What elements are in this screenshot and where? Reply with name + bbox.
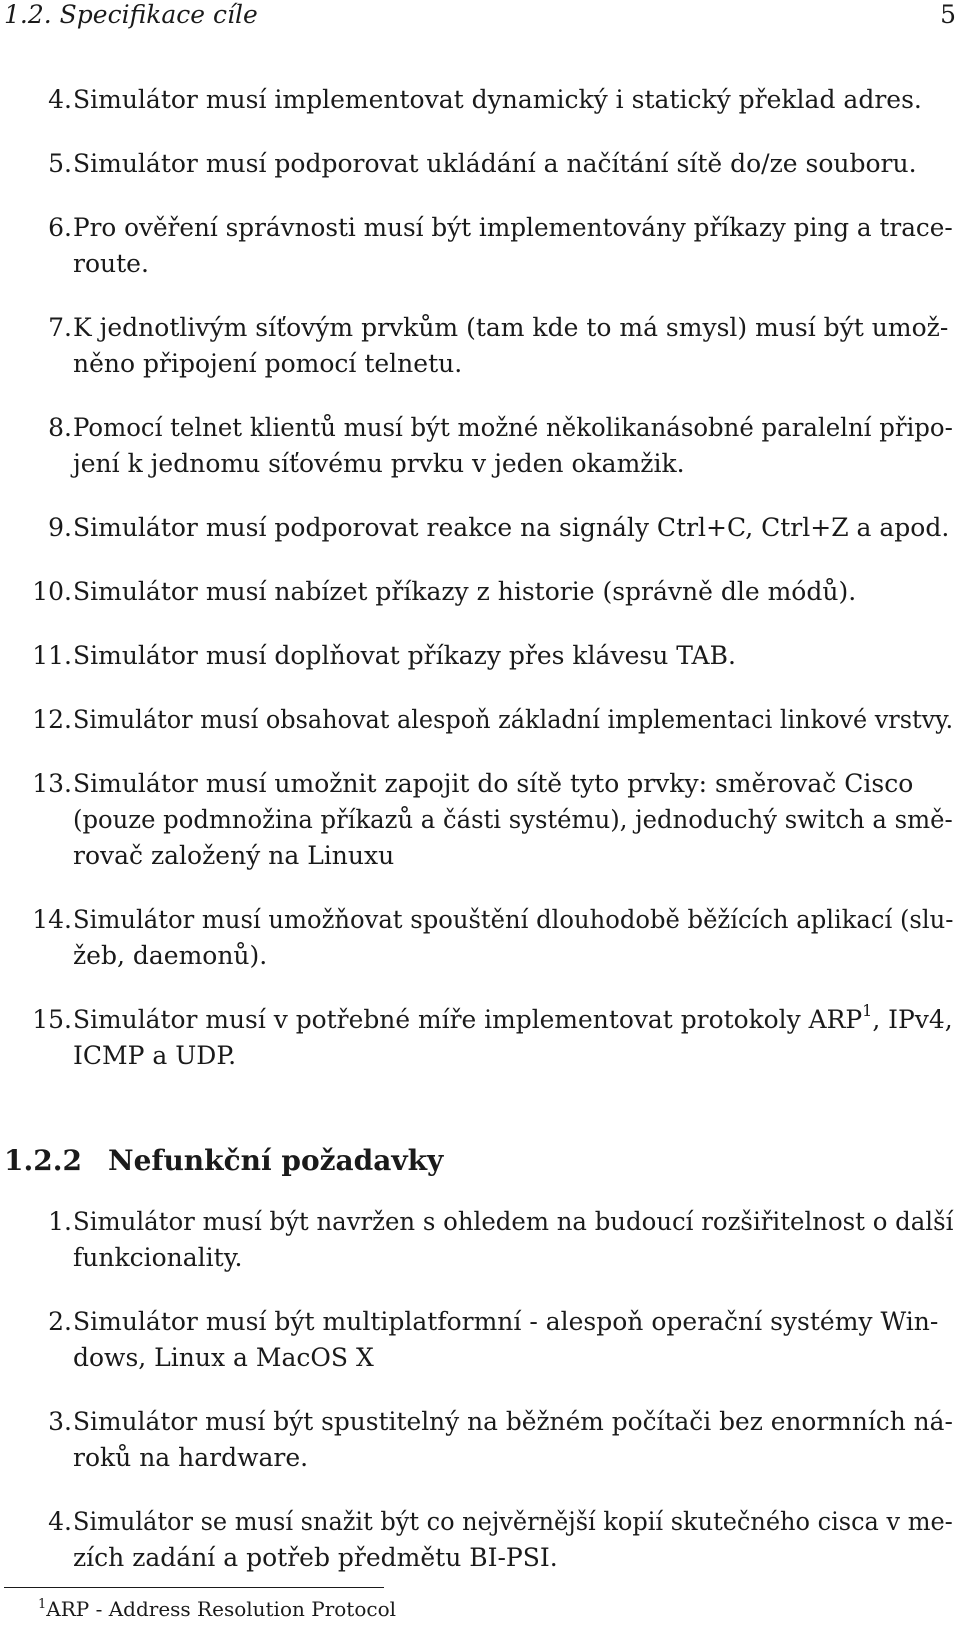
list-item-number: 4. bbox=[48, 85, 72, 114]
list-item-number: 1. bbox=[48, 1207, 72, 1236]
list-item-number: 6. bbox=[48, 213, 72, 242]
list-item-text: Pomocí telnet klientů musí být možné několikanásobné paralelní připo- jení k jednomu síťovému prvku v jeden okamžik. bbox=[73, 413, 953, 478]
list-item-number: 14. bbox=[32, 905, 72, 934]
footnote-mark: 1 bbox=[862, 1001, 873, 1020]
list-item-text: Simulátor musí umožnit zapojit do sítě tyto prvky: směrovač Cisco (pouze podmnožina příkazů a části systému), jednoduchý switch a smě- rovač založený na Linuxu bbox=[73, 769, 953, 870]
list-item-text: Simulátor musí být navržen s ohledem na budoucí rozšiřitelnost o další funkcionality. bbox=[73, 1207, 954, 1272]
list-item-number: 2. bbox=[48, 1307, 72, 1336]
footnote-text: ARP - Address Resolution Protocol bbox=[46, 1597, 397, 1621]
footnote-rule bbox=[4, 1587, 384, 1588]
list-item-text: Simulátor musí být multiplatformní - alespoň operační systémy Win- dows, Linux a MacOS X bbox=[73, 1307, 939, 1372]
list-item-number: 5. bbox=[48, 149, 72, 178]
list-item-text: Simulátor musí být spustitelný na běžném počítači bez enormních ná- roků na hardware. bbox=[73, 1407, 953, 1472]
list-item-text: Pro ověření správnosti musí být implementovány příkazy ping a trace- route. bbox=[73, 213, 953, 278]
subsection-title: Nefunkční požadavky bbox=[108, 1144, 444, 1177]
list-item-text: K jednotlivým síťovým prvkům (tam kde to má smysl) musí být umož- něno připojení pomocí telnetu. bbox=[73, 313, 949, 378]
page-number: 5 bbox=[940, 0, 956, 29]
list-item-number: 10. bbox=[32, 577, 72, 606]
list-item-number: 3. bbox=[48, 1407, 72, 1436]
section-title: 1.2. Specifikace cíle bbox=[4, 0, 258, 29]
list-item-text: Simulátor musí umožňovat spouštění dlouhodobě běžících aplikací (slu- žeb, daemonů). bbox=[73, 905, 954, 970]
list-item-text: Simulátor se musí snažit být co nejvěrnější kopií skutečného cisca v me- zích zadání a potřeb předmětu BI-PSI. bbox=[73, 1507, 953, 1572]
list-item-text: Simulátor musí v potřebné míře implementovat protokoly ARP$^1$, IPv4, ICMP a UDP. bbox=[73, 1001, 953, 1070]
list-item-number: 8. bbox=[48, 413, 72, 442]
list-item-number: 7. bbox=[48, 313, 72, 342]
list-item-text: Simulátor musí implementovat dynamický i statický překlad adres. bbox=[73, 85, 922, 114]
list-item-number: 4. bbox=[48, 1507, 72, 1536]
list-item-text: Simulátor musí nabízet příkazy z historie (správně dle módů). bbox=[73, 577, 857, 606]
list-item-number: 9. bbox=[48, 513, 72, 542]
list-item-text: Simulátor musí podporovat reakce na signály Ctrl+C, Ctrl+Z a apod. bbox=[73, 513, 950, 542]
subsection-number: 1.2.2 bbox=[4, 1144, 82, 1177]
list-item-number: 12. bbox=[32, 705, 72, 734]
list-item-text: Simulátor musí doplňovat příkazy přes klávesu TAB. bbox=[73, 641, 736, 670]
list-item-number: 15. bbox=[32, 1005, 72, 1034]
list-item-text: Simulátor musí obsahovat alespoň základní implementaci linkové vrstvy. bbox=[73, 705, 954, 734]
running-header bbox=[0, 0, 960, 30]
footnote bbox=[38, 1597, 396, 1621]
footnote-number: 1 bbox=[38, 1597, 47, 1612]
list-item-number: 11. bbox=[32, 641, 72, 670]
list-item-number: 13. bbox=[32, 769, 72, 798]
list-item-text: Simulátor musí podporovat ukládání a načítání sítě do/ze souboru. bbox=[73, 149, 917, 178]
